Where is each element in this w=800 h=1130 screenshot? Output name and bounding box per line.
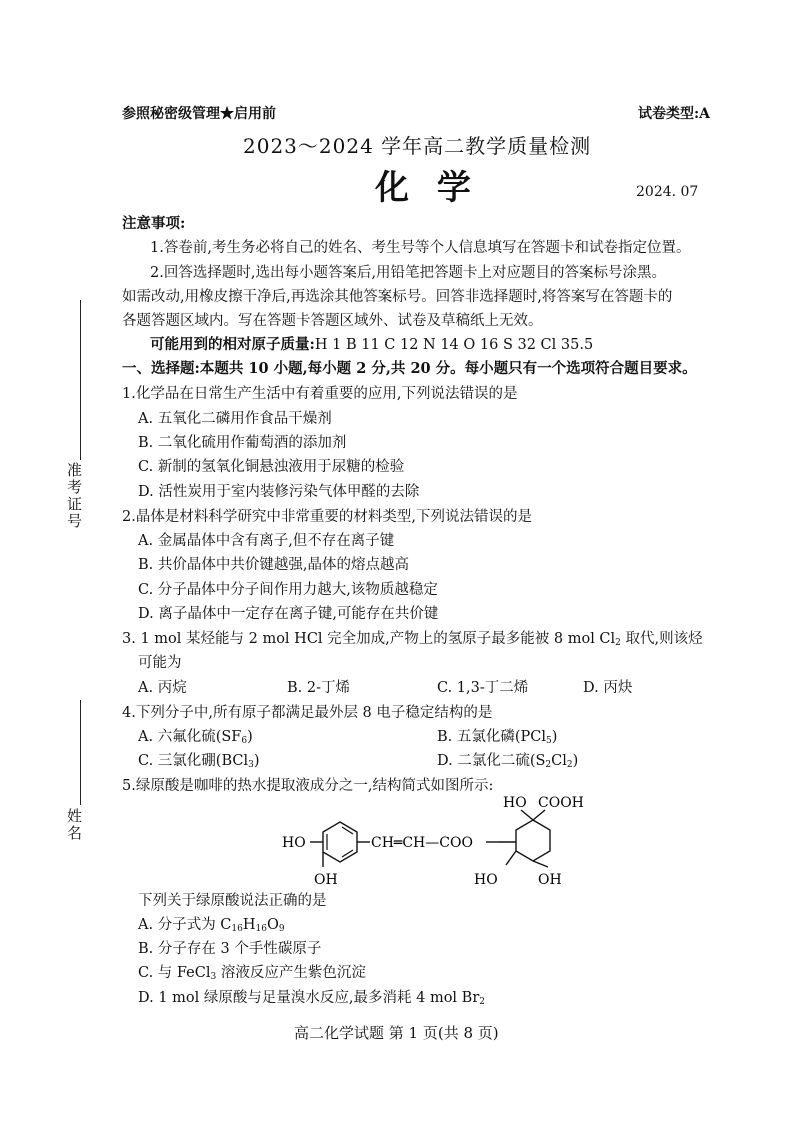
q3-stem-part1: 3. 1 mol 某烃能与 2 mol HCl 完全加成,产物上的氢原子最多能被 8 mol Cl xyxy=(122,631,616,647)
name-line xyxy=(80,700,81,805)
q4-b-text: B. 五氯化磷(PCl xyxy=(437,729,547,745)
q3-stem xyxy=(122,628,703,650)
q1-option-a: A. 五氧化二磷用作食品干燥剂 xyxy=(138,411,332,427)
cooh-bond xyxy=(533,810,545,820)
q1-stem: 1.化学品在日常生产生活中有着重要的应用,下列说法错误的是 xyxy=(122,386,518,402)
q3-option-c: C. 1,3-丁二烯 xyxy=(437,680,529,696)
benzene-ring xyxy=(323,822,357,862)
note-item-2-line2: 如需改动,用橡皮擦干净后,再选涂其他答案标号。回答非选择题时,将答案写在答题卡的 xyxy=(122,289,673,305)
q4-c-sub: 3 xyxy=(248,760,254,770)
exam-id-label: 准考证号 xyxy=(65,462,83,530)
note-item-2-line3: 各题答题区域内。写在答题卡答题区域外、试卷及草稿纸上无效。 xyxy=(122,313,543,329)
q1-option-b: B. 二氧化硫用作葡萄酒的添加剂 xyxy=(138,435,347,451)
ho-top-bond xyxy=(521,810,533,820)
q5-a-sub1: 16 xyxy=(231,924,243,934)
exam-title: 2023～2024 学年高二教学质量检测 xyxy=(243,134,592,158)
q4-a-close: ) xyxy=(247,729,253,745)
q5-option-d xyxy=(138,987,485,1009)
chlorogenic-acid-structure xyxy=(270,795,610,895)
q4-option-a xyxy=(138,726,253,748)
q2-stem: 2.晶体是材料科学研究中非常重要的材料类型,下列说法错误的是 xyxy=(122,509,532,525)
q5-a-o: O xyxy=(266,917,279,933)
q1-option-d: D. 活性炭用于室内装修污染气体甲醛的去除 xyxy=(138,484,420,500)
q5-a-sub3: 9 xyxy=(278,924,285,934)
q3-option-b: B. 2-丁烯 xyxy=(287,680,350,696)
note-item-2-line1: 2.回答选择题时,选出每小题答案后,用铅笔把答题卡上对应题目的答案标号涂黑。 xyxy=(150,265,667,281)
q4-b-sub: 5 xyxy=(546,736,552,746)
q5-option-c xyxy=(138,962,366,984)
atomic-mass-values: H 1 B 11 C 12 N 14 O 16 S 32 Cl 35.5 xyxy=(314,337,594,353)
atomic-mass-label: 可能用到的相对原子质量: xyxy=(150,336,315,353)
q4-c-close: ) xyxy=(253,753,260,769)
atomic-mass xyxy=(150,334,593,356)
cooh-label: COOH xyxy=(538,795,584,811)
q2-option-d: D. 离子晶体中一定存在离子键,可能存在共价键 xyxy=(138,606,439,622)
q3-stem-line2: 可能为 xyxy=(138,655,182,671)
q4-c-text: C. 三氯化硼(BCl xyxy=(138,753,249,769)
note-item-1: 1.答卷前,考生务必将自己的姓名、考生号等个人信息填写在答题卡和试卷指定位置。 xyxy=(150,240,691,256)
q4-d-close: ) xyxy=(572,753,579,769)
q2-option-a: A. 金属晶体中含有离子,但不存在离子键 xyxy=(138,533,395,549)
q4-a-sub: 6 xyxy=(241,736,248,746)
q5-c-sub: 3 xyxy=(210,972,217,982)
exam-date: 2024. 07 xyxy=(636,184,699,200)
ho-left-label: HO xyxy=(282,835,306,851)
q3-option-a: A. 丙烷 xyxy=(138,680,187,696)
chain-label: CH═CH—COO xyxy=(371,835,473,851)
q5-d-sub: 2 xyxy=(479,997,485,1007)
q5-stem: 5.绿原酸是咖啡的热水提取液成分之一,结构简式如图所示: xyxy=(122,778,494,794)
q3-stem-part2: 取代,则该烃 xyxy=(620,631,703,647)
q3-option-d: D. 丙炔 xyxy=(583,680,633,696)
oh-right-bond xyxy=(533,861,548,867)
q4-option-d xyxy=(437,750,578,772)
cyclohexane-ring xyxy=(516,820,550,861)
ho-bottom-bond xyxy=(506,851,516,865)
q5-c-text2: 溶液反应产生紫色沉淀 xyxy=(216,965,366,981)
q5-question: 下列关于绿原酸说法正确的是 xyxy=(138,893,327,909)
oh-bottom-label: OH xyxy=(314,872,338,888)
q5-option-a xyxy=(138,914,285,936)
ho-bottom-label: HO xyxy=(474,872,498,888)
exam-id-line xyxy=(80,300,81,460)
q4-b-close: ) xyxy=(551,729,558,745)
q5-d-text: D. 1 mol 绿原酸与足量溴水反应,最多消耗 4 mol Br xyxy=(138,990,480,1006)
q5-option-b: B. 分子存在 3 个手性碳原子 xyxy=(138,941,322,957)
q4-stem: 4.下列分子中,所有原子都满足最外层 8 电子稳定结构的是 xyxy=(122,705,493,721)
q5-a-sub2: 16 xyxy=(255,924,267,934)
q2-option-b: B. 共价晶体中共价键越强,晶体的熔点越高 xyxy=(138,557,409,573)
q3-stem-sub: 2 xyxy=(615,638,621,648)
q2-option-c: C. 分子晶体中分子间作用力越大,该物质越稳定 xyxy=(138,582,438,598)
q4-a-text: A. 六氟化硫(SF xyxy=(138,729,242,745)
section-1-heading: 一、选择题:本题共 10 小题,每小题 2 分,共 20 分。每小题只有一个选项符合题目要求。 xyxy=(122,360,697,377)
q5-a-h: H xyxy=(242,917,256,933)
q4-d-sub1: 2 xyxy=(545,760,552,770)
secret-level: 参照秘密级管理★启用前 xyxy=(122,106,276,122)
q4-d-mid: Cl xyxy=(551,753,567,769)
q4-d-text: D. 二氯化二硫(S xyxy=(437,753,546,769)
page-footer: 高二化学试题 第 1 页(共 8 页) xyxy=(294,1024,499,1042)
paper-type: 试卷类型:A xyxy=(638,106,711,122)
q4-d-sub2: 2 xyxy=(566,760,573,770)
q5-a-text: A. 分子式为 C xyxy=(138,917,232,933)
ho-top-label: HO xyxy=(503,795,527,811)
notes-heading: 注意事项: xyxy=(122,215,186,232)
name-label: 姓名 xyxy=(65,808,83,842)
q4-option-c xyxy=(138,750,260,772)
oh-right-label: OH xyxy=(538,872,562,888)
q5-c-text1: C. 与 FeCl xyxy=(138,965,211,981)
subject-title: 化 学 xyxy=(375,168,479,208)
q1-option-c: C. 新制的氢氧化铜悬浊液用于尿糖的检验 xyxy=(138,459,405,475)
q4-option-b xyxy=(437,726,557,748)
